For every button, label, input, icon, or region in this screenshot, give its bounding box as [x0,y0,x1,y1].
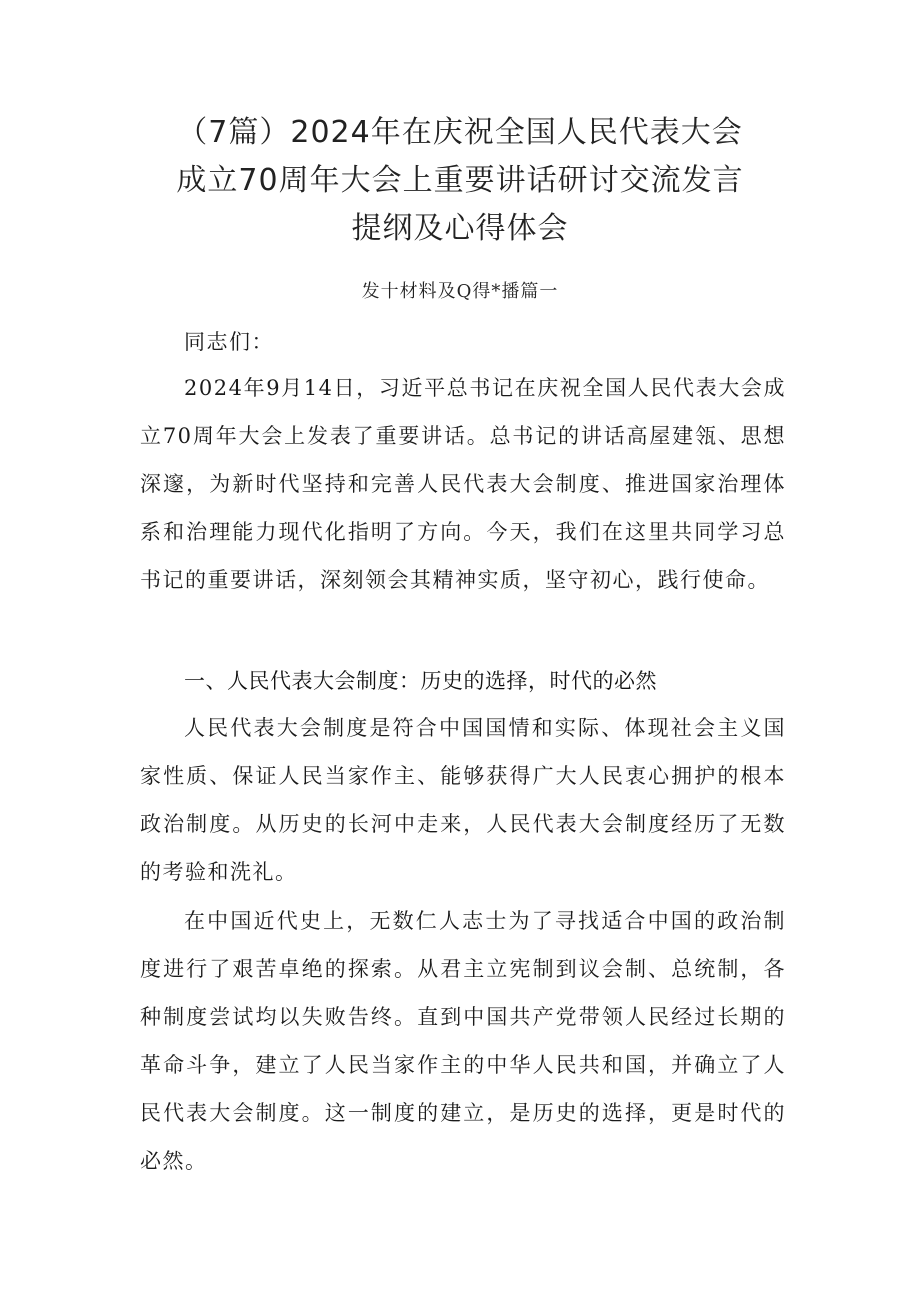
title-line-2: 成立70周年大会上重要讲话研讨交流发言 [176,163,744,198]
paragraph-1: 2024年9月14日，习近平总书记在庆祝全国人民代表大会成立70周年大会上发表了重要讲话。总书记的讲话高屋建瓴、思想深邃，为新时代坚持和完善人民代表大会制度、推进国家治理体系和治理能力现代化指明了方向。今天，我们在这里共同学习总书记的重要讲话，深刻领会其精神实质，坚守初心，践行使命。 [140,376,786,592]
paragraph-3: 在中国近代史上，无数仁人志士为了寻找适合中国的政治制度进行了艰苦卓绝的探索。从君主立宪制到议会制、总统制，各种制度尝试均以失败告终。直到中国共产党带领人民经过长期的革命斗争，建立了人民当家作主的中华人民共和国，并确立了人民代表大会制度。这一制度的建立，是历史的选择，更是时代的必然。 [140,909,786,1173]
salutation: 同志们： [184,330,274,354]
title-line-3: 提纲及心得体会 [351,211,569,246]
title-line-1: （7篇）2024年在庆祝全国人民代表大会 [177,115,743,150]
paragraph-2: 人民代表大会制度是符合中国国情和实际、体现社会主义国家性质、保证人民当家作主、能够获得广大人民衷心拥护的根本政治制度。从历史的长河中走来，人民代表大会制度经历了无数的考验和洗礼。 [140,716,786,884]
document-title [0,109,920,253]
section-heading-1: 一、人民代表大会制度：历史的选择，时代的必然 [184,669,657,693]
document-subtitle: 发十材料及Q得*播篇一 [361,281,559,302]
